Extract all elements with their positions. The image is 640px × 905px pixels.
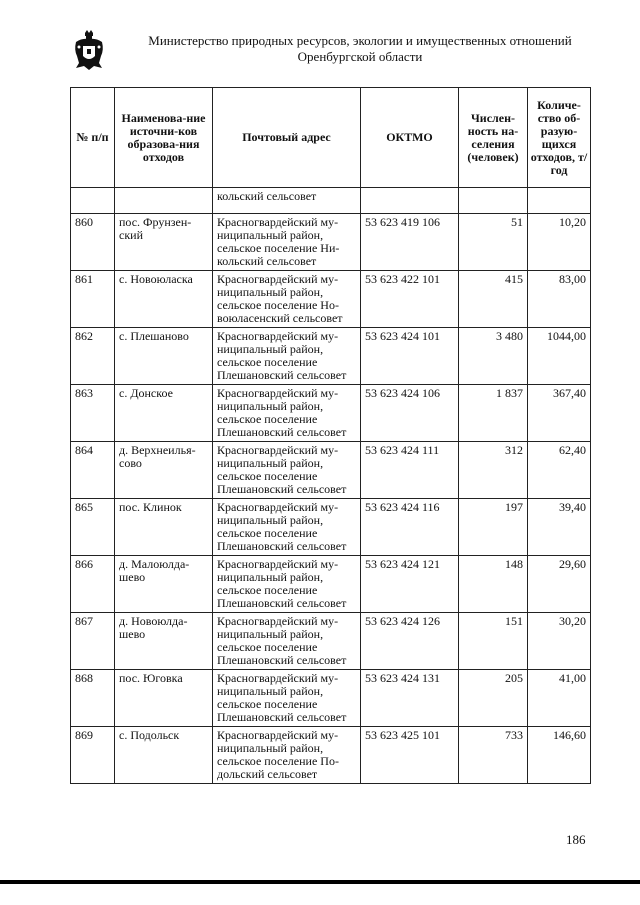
oktmo-code: 53 623 424 131 bbox=[361, 670, 459, 727]
waste-amount: 146,60 bbox=[528, 727, 591, 784]
population: 197 bbox=[459, 499, 528, 556]
population: 733 bbox=[459, 727, 528, 784]
row-number: 866 bbox=[71, 556, 115, 613]
population: 205 bbox=[459, 670, 528, 727]
source-name: д. Новоюлда-шево bbox=[115, 613, 213, 670]
oktmo-code: 53 623 424 126 bbox=[361, 613, 459, 670]
population: 151 bbox=[459, 613, 528, 670]
coat-of-arms-icon bbox=[74, 30, 104, 70]
waste-amount: 1044,00 bbox=[528, 328, 591, 385]
oktmo-code: 53 623 424 121 bbox=[361, 556, 459, 613]
column-header-oktmo: ОКТМО bbox=[361, 88, 459, 188]
postal-address: Красногвардейский му-ниципальный район, сельское поселение Ни-кольский сельсовет bbox=[213, 214, 361, 271]
page-number: 186 bbox=[566, 832, 586, 847]
source-name: пос. Клинок bbox=[115, 499, 213, 556]
column-header-address: Почтовый адрес bbox=[213, 88, 361, 188]
document-header bbox=[120, 33, 600, 65]
oktmo-code: 53 623 424 106 bbox=[361, 385, 459, 442]
source-name: д. Верхнеилья-сово bbox=[115, 442, 213, 499]
source-name: с. Плешаново bbox=[115, 328, 213, 385]
oktmo-code: 53 623 424 101 bbox=[361, 328, 459, 385]
source-name: пос. Юговка bbox=[115, 670, 213, 727]
oktmo-code: 53 623 419 106 bbox=[361, 214, 459, 271]
column-header-number: № п/п bbox=[71, 88, 115, 188]
postal-address: Красногвардейский му-ниципальный район, сельское поселение Плешановский сельсовет bbox=[213, 328, 361, 385]
oktmo-code: 53 623 424 111 bbox=[361, 442, 459, 499]
waste-amount: 41,00 bbox=[528, 670, 591, 727]
table-row bbox=[71, 442, 591, 499]
table-row bbox=[71, 214, 591, 271]
postal-address: Красногвардейский му-ниципальный район, сельское поселение По-дольский сельсовет bbox=[213, 727, 361, 784]
postal-address: Красногвардейский му-ниципальный район, сельское поселение Но-воюласенский сельсовет bbox=[213, 271, 361, 328]
population: 3 480 bbox=[459, 328, 528, 385]
page-bottom-divider bbox=[0, 880, 640, 884]
postal-address: Красногвардейский му-ниципальный район, сельское поселение Плешановский сельсовет bbox=[213, 499, 361, 556]
column-header-waste-amount: Количе-ство об-разую-щихся отходов, т/год bbox=[528, 88, 591, 188]
table-row bbox=[71, 727, 591, 784]
waste-amount: 39,40 bbox=[528, 499, 591, 556]
source-name: с. Донское bbox=[115, 385, 213, 442]
continuation-address: кольский сельсовет bbox=[213, 188, 361, 214]
table-row bbox=[71, 613, 591, 670]
source-name: д. Малоюлда-шево bbox=[115, 556, 213, 613]
row-number: 861 bbox=[71, 271, 115, 328]
column-header-source-name: Наименова-ние источни-ков образова-ния отходов bbox=[115, 88, 213, 188]
row-number: 868 bbox=[71, 670, 115, 727]
population: 415 bbox=[459, 271, 528, 328]
waste-sources-table bbox=[70, 87, 591, 784]
source-name: пос. Фрунзен-ский bbox=[115, 214, 213, 271]
source-name: с. Подольск bbox=[115, 727, 213, 784]
row-number: 862 bbox=[71, 328, 115, 385]
oktmo-code: 53 623 424 116 bbox=[361, 499, 459, 556]
waste-amount: 10,20 bbox=[528, 214, 591, 271]
waste-amount: 29,60 bbox=[528, 556, 591, 613]
table-row bbox=[71, 499, 591, 556]
postal-address: Красногвардейский му-ниципальный район, сельское поселение Плешановский сельсовет bbox=[213, 556, 361, 613]
population: 51 bbox=[459, 214, 528, 271]
waste-amount: 367,40 bbox=[528, 385, 591, 442]
population: 148 bbox=[459, 556, 528, 613]
region-name: Оренбургской области bbox=[297, 49, 423, 64]
column-header-population: Числен-ность на-селения (человек) bbox=[459, 88, 528, 188]
postal-address: Красногвардейский му-ниципальный район, сельское поселение Плешановский сельсовет bbox=[213, 670, 361, 727]
waste-amount: 62,40 bbox=[528, 442, 591, 499]
row-number: 860 bbox=[71, 214, 115, 271]
continuation-row bbox=[71, 188, 591, 214]
population: 312 bbox=[459, 442, 528, 499]
table-row bbox=[71, 385, 591, 442]
table-row bbox=[71, 556, 591, 613]
waste-amount: 83,00 bbox=[528, 271, 591, 328]
postal-address: Красногвардейский му-ниципальный район, сельское поселение Плешановский сельсовет bbox=[213, 442, 361, 499]
table-row bbox=[71, 670, 591, 727]
table-row bbox=[71, 271, 591, 328]
table-row bbox=[71, 328, 591, 385]
row-number: 865 bbox=[71, 499, 115, 556]
postal-address: Красногвардейский му-ниципальный район, сельское поселение Плешановский сельсовет bbox=[213, 385, 361, 442]
oktmo-code: 53 623 425 101 bbox=[361, 727, 459, 784]
postal-address: Красногвардейский му-ниципальный район, сельское поселение Плешановский сельсовет bbox=[213, 613, 361, 670]
row-number: 863 bbox=[71, 385, 115, 442]
row-number: 864 bbox=[71, 442, 115, 499]
waste-amount: 30,20 bbox=[528, 613, 591, 670]
oktmo-code: 53 623 422 101 bbox=[361, 271, 459, 328]
row-number: 869 bbox=[71, 727, 115, 784]
source-name: с. Новоюласка bbox=[115, 271, 213, 328]
population: 1 837 bbox=[459, 385, 528, 442]
table-header-row bbox=[71, 88, 591, 188]
row-number: 867 bbox=[71, 613, 115, 670]
ministry-name: Министерство природных ресурсов, экологии и имущественных отношений bbox=[148, 33, 572, 48]
